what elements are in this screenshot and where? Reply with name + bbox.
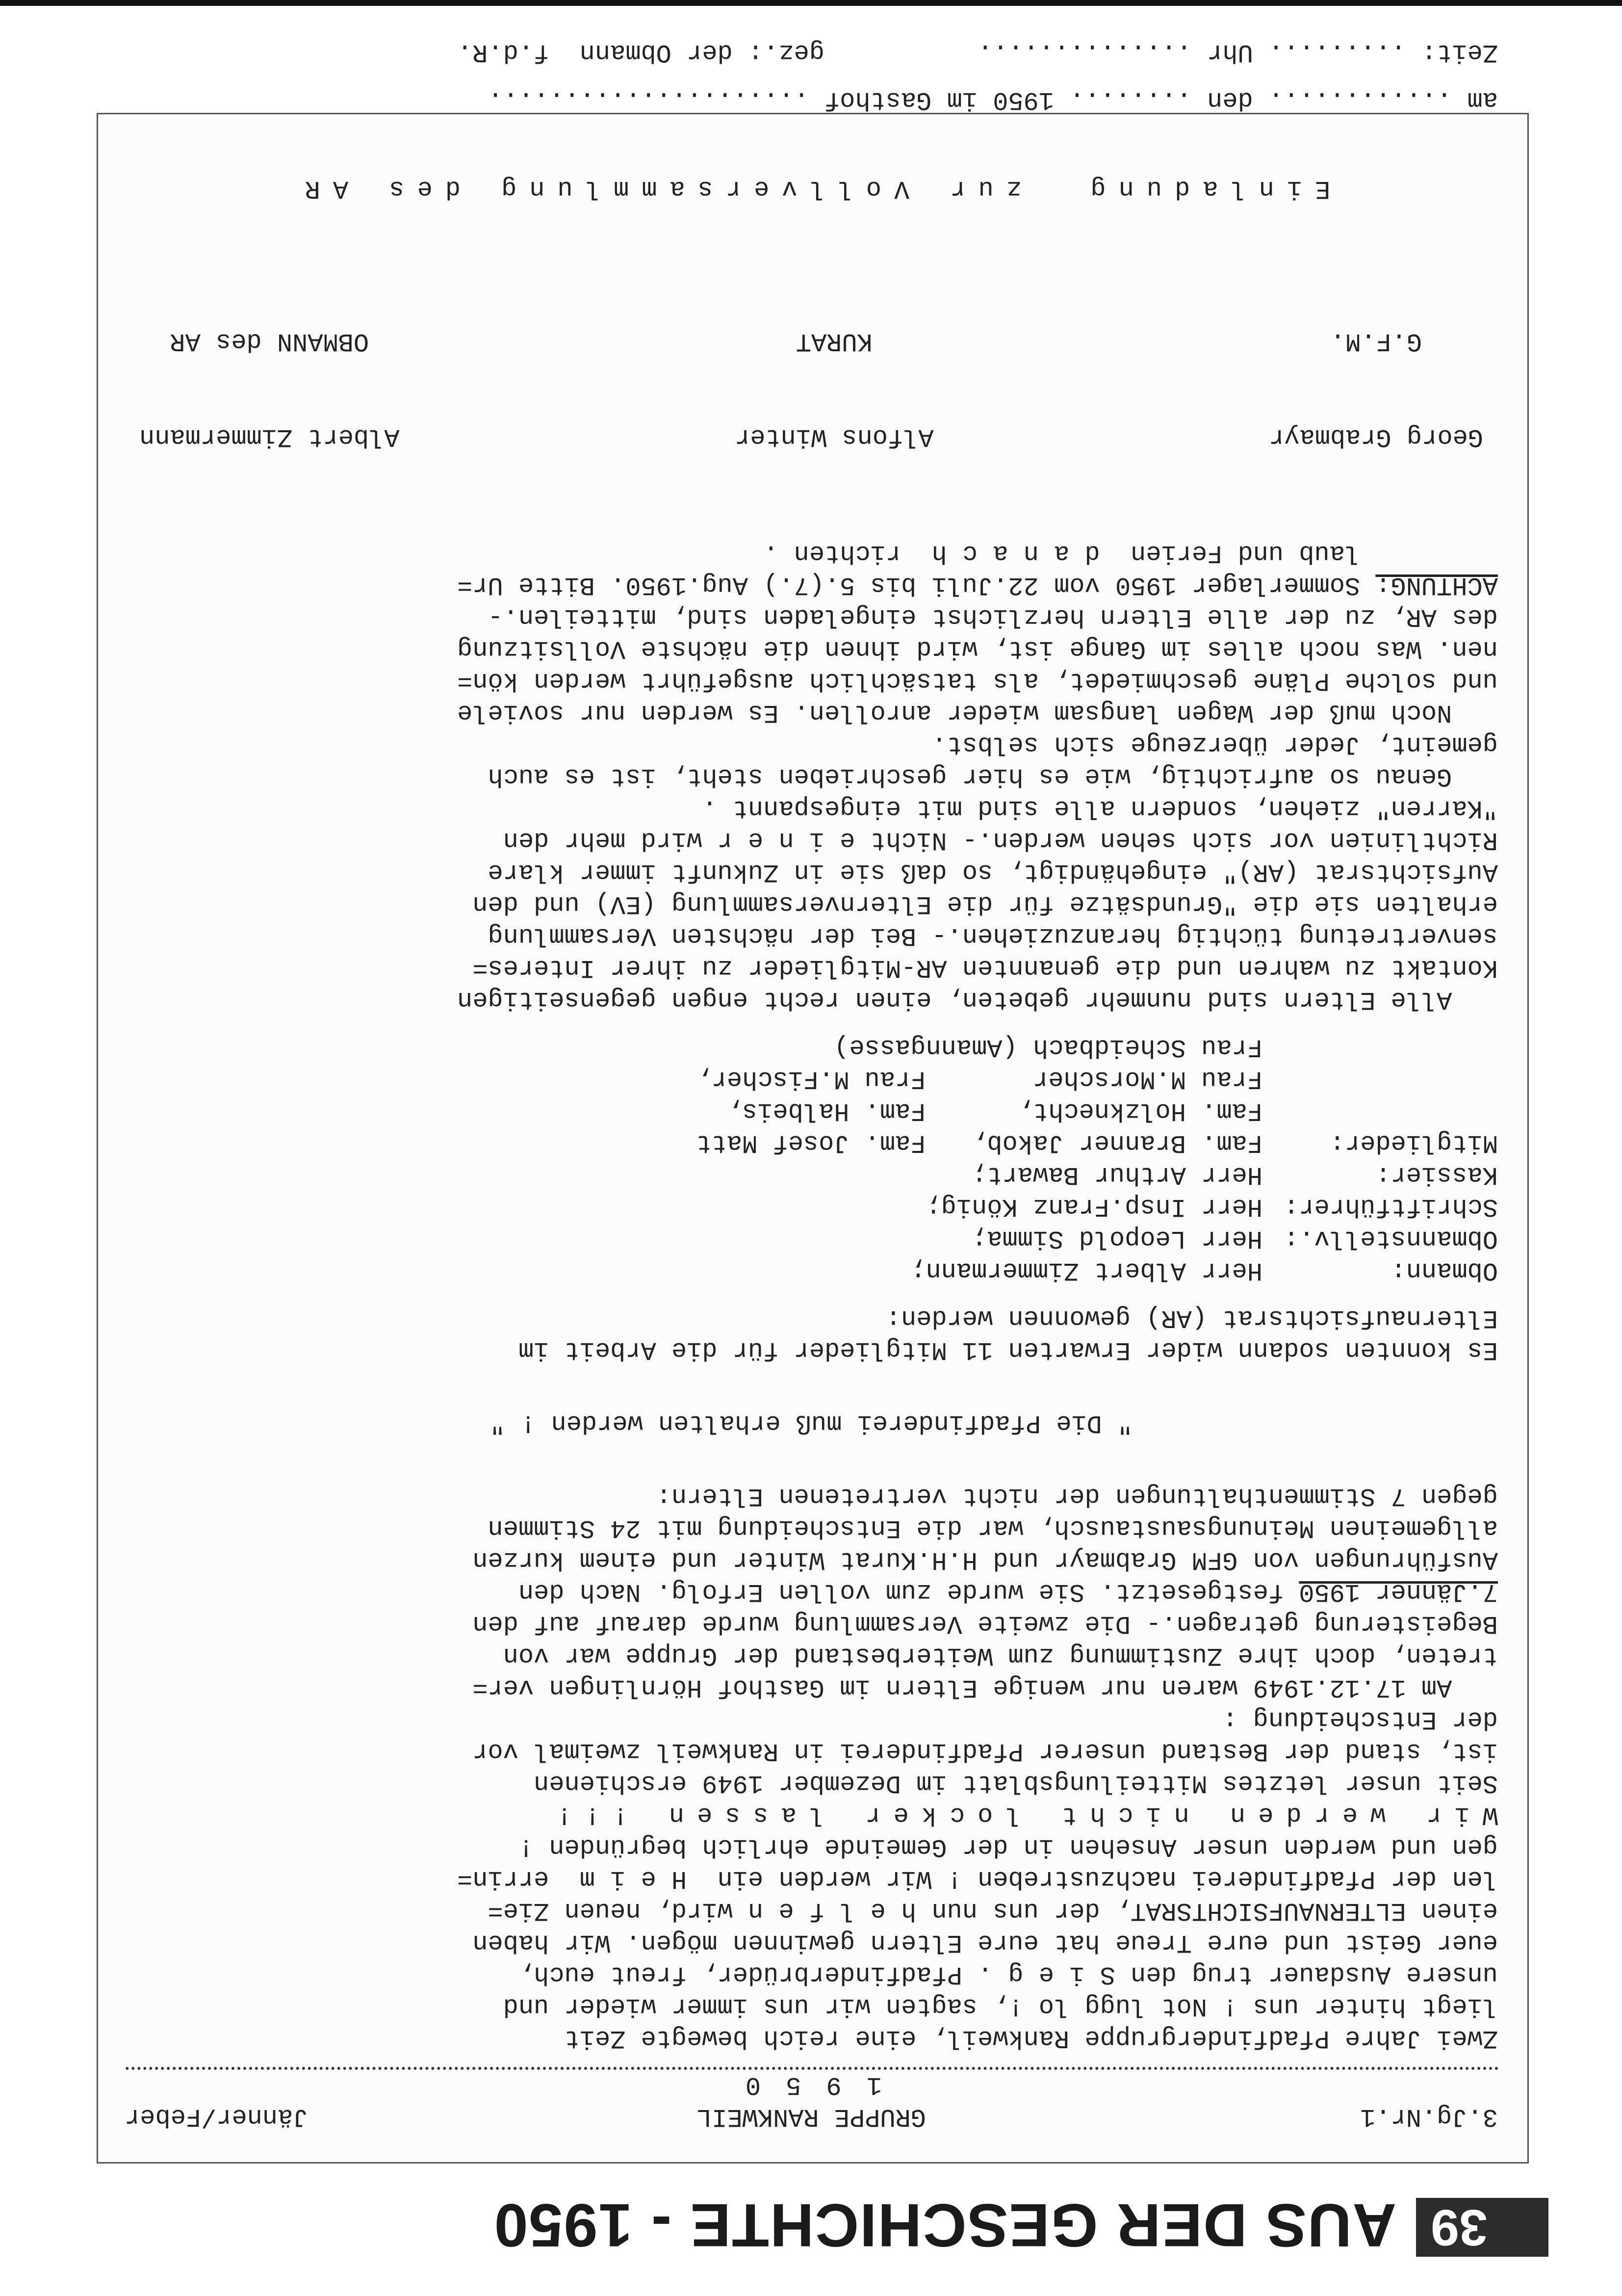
signature [735, 261, 934, 517]
text-line: treten, doch ihre Zustimmung zum Weiterbestand der Gruppe war von [503, 1641, 1498, 1670]
text-line: laub und Ferien d a n a c h richten . [763, 539, 1498, 568]
text-line: unsere Ausdauer trug den S i e g . Pfadfinderbrüder, freut euch, [518, 1960, 1498, 1989]
scan-edge [0, 0, 1622, 6]
achtung-notice [125, 537, 1498, 601]
signer-name: Alfons Winter [734, 422, 934, 451]
text-fragment: festgesetzt. Sie wurde zum vollen Erfolg. Nach den [518, 1577, 1299, 1606]
document-body [125, 36, 1498, 2133]
council-row [125, 1031, 1498, 1063]
text-line: Es konnten sodann wider Erwarten 11 Mitglieder für die Arbeit im [518, 1335, 1498, 1364]
signer-role: KURAT [796, 327, 873, 356]
document-masthead [125, 2070, 1498, 2133]
council-member-list [125, 1031, 1498, 1286]
meeting-date: 7.Jänner 1950 [1299, 1577, 1498, 1606]
page-title: AUS DER GESCHICHTE - 1950 [493, 2191, 1396, 2259]
issue-month: Jänner/Feber [125, 2102, 309, 2131]
text-line [125, 569, 1498, 601]
group-name [125, 2069, 1498, 2133]
council-names: Herr Albert Zimmermann; [910, 1256, 1262, 1285]
history-paragraph [125, 1480, 1498, 1799]
signer-name: Albert Zimmermann [139, 422, 400, 451]
text-line: Zwei Jahre Pfadfindergruppe Rankweil, eine reich bewegte Zeit [564, 2024, 1498, 2053]
page-number: 39 [1416, 2198, 1548, 2257]
text-line: nen. Was noch alles im Gange ist, wird ihnen die nächste Vollsitzung [457, 634, 1498, 663]
group-title: GRUPPE RANKWEIL [696, 2102, 927, 2131]
text-line: Genau so aufrichtig, wie es hier geschrieben steht, ist es auch [488, 762, 1498, 791]
text-line: einen ELTERNAUFSICHTSRAT, der uns nun h e l f e n wird, neuen Zie= [488, 1896, 1498, 1925]
text-line: und solche Pläne geschmiedet, als tatsächlich ausgeführt werden kön= [457, 666, 1498, 695]
text-line: gen und werden unser Ansehen in der Gemeinde ehrlich begründen ! [518, 1832, 1498, 1861]
council-row [125, 1223, 1498, 1254]
council-role: Obmannstellv.: [1284, 1224, 1498, 1253]
invitation-line: Zeit: ......... Uhr .............. gez.: der Obmann f.d.R. [457, 38, 1498, 67]
council-role: Obmann: [1390, 1256, 1498, 1285]
typewritten-document [97, 38, 1529, 2164]
text-line: gemeint, Jeder überzeuge sich selbst. [931, 730, 1498, 759]
motto-line: Wir werden nicht locker lassen !!! [544, 1800, 1498, 1829]
signer-role: G.F.M. [1330, 327, 1422, 356]
signature [1269, 261, 1483, 517]
council-row [125, 1159, 1498, 1191]
text-line: Seit unser letztes Mitteilungsblatt im Dezember 1949 erschienen [534, 1769, 1498, 1798]
text-line: allgemeinen Meinungsaustausch, war die Entscheidung mit 24 Stimmen [488, 1513, 1498, 1542]
issue-number: 3.Jg.Nr.1 [1360, 2102, 1498, 2131]
text-line: des AR, zu der alle Eltern herzlichst eingeladen sind, mitteilen.- [488, 602, 1498, 631]
signer-name: Georg Grabmayr [1269, 422, 1483, 451]
council-row [125, 1063, 1498, 1095]
council-role [1262, 1095, 1498, 1127]
text-line: len der Pfadfinderei nachzustreben ! Wir werden ein H e i m errin= [457, 1864, 1498, 1893]
text-line: ist, stand der Bestand unserer Pfadfinderei in Rankweil zweimal vor [472, 1737, 1498, 1766]
text-line: "Karren" ziehen, sondern alle sind mit eingespannt . [702, 794, 1498, 823]
text-line: senvertretung tüchtig heranzuziehen.- Bei der nächsten Versammlung [488, 921, 1498, 950]
signature [139, 261, 400, 517]
text-line [125, 1576, 1498, 1608]
council-role: Mitglieder: [1329, 1128, 1498, 1157]
text-line: Elternaufsichtsrat (AR) gewonnen werden: [885, 1304, 1498, 1332]
text-line: Aufsichtsrat (AR)" eingehändigt, so daß sie in Zukunft immer klare [488, 858, 1498, 887]
signature-block [125, 261, 1498, 517]
council-role: Schriftführer: [1284, 1192, 1498, 1221]
masthead-year: 1 9 5 0 [740, 2070, 882, 2099]
text-fragment: Sommerlager 1950 vom 22.Juli bis 5.(7.) Aug.1950. Bitte Ur= [457, 571, 1376, 600]
council-role [1262, 1063, 1498, 1095]
council-names: Frau Scheidbach (Amanngasse) [834, 1033, 1262, 1062]
signer-role: OBMANN des AR [170, 327, 369, 356]
invitation-line: am ............ den ........ 1950 im Gasthof ..................... [488, 85, 1498, 114]
body-paragraph [125, 601, 1498, 1016]
text-line: erhalten sie die "Grundsätze für die Elternversammlung (EV) und den [472, 889, 1498, 918]
council-names: Fam. Branner Jakob, Fam. Josef Matt [696, 1128, 1262, 1157]
text-line: Richtlinien vor sich sehen werden.- Nicht e i n e r wird mehr den [503, 826, 1498, 855]
council-role: Kassier: [1375, 1160, 1498, 1189]
text-line: Ausführungen von GFM Grabmayr und H.H.Kurat Winter und einem kurzen [472, 1545, 1498, 1574]
text-line: liegt hinter uns ! Not lugg lo !, sagten wir uns immer wieder und [503, 1992, 1498, 2021]
text-line: Noch muß der Wagen langsam wieder anrollen. Es werden nur soviele [457, 698, 1498, 727]
text-line: Alle Eltern sind nunmehr gebeten, einen recht engen gegenseitigen [457, 985, 1498, 1014]
council-row [125, 1191, 1498, 1223]
council-names: Fam. Holzknecht, Fam. Halbeis, [726, 1096, 1262, 1125]
text-line: Am 17.12.1949 waren nur wenige Eltern im Gasthof Hörnlingen ver= [472, 1673, 1498, 1702]
text-line: Kontakt zu wahren und die genannten AR-Mitglieder zu ihrer Interes= [472, 953, 1498, 982]
council-names: Herr Insp.Franz König; [926, 1192, 1262, 1221]
invitation-title: Einladung zur Vollversammlung des AR [292, 174, 1331, 203]
council-names: Herr Leopold Simma; [972, 1224, 1262, 1253]
text-line: euer Geist und eure Treue hat eure Eltern gewinnen mögen. Wir haben [472, 1928, 1498, 1957]
council-names: Frau M.Morscher Frau M.Fischer, [696, 1065, 1262, 1094]
text-line: Begeisterung getragen.- Die zweite Versammlung wurde darauf auf den [472, 1609, 1498, 1638]
achtung-label: ACHTUNG: [1375, 571, 1498, 600]
council-row [125, 1095, 1498, 1127]
council-paragraph [125, 1302, 1498, 1366]
page-header [77, 2188, 1548, 2262]
council-names: Herr Arthur Bawart; [972, 1160, 1262, 1189]
council-row [125, 1254, 1498, 1286]
intro-paragraph [125, 1799, 1498, 2054]
text-line: der Entscheidung : [1222, 1705, 1498, 1734]
council-role [1262, 1031, 1498, 1063]
council-row [125, 1127, 1498, 1159]
text-line: gegen 7 Stimmenthaltungen der nicht vertretenen Eltern: [656, 1482, 1498, 1511]
resolution-quote: " Die Pfadfinderei muß erhalten werden ! " [489, 1409, 1133, 1437]
